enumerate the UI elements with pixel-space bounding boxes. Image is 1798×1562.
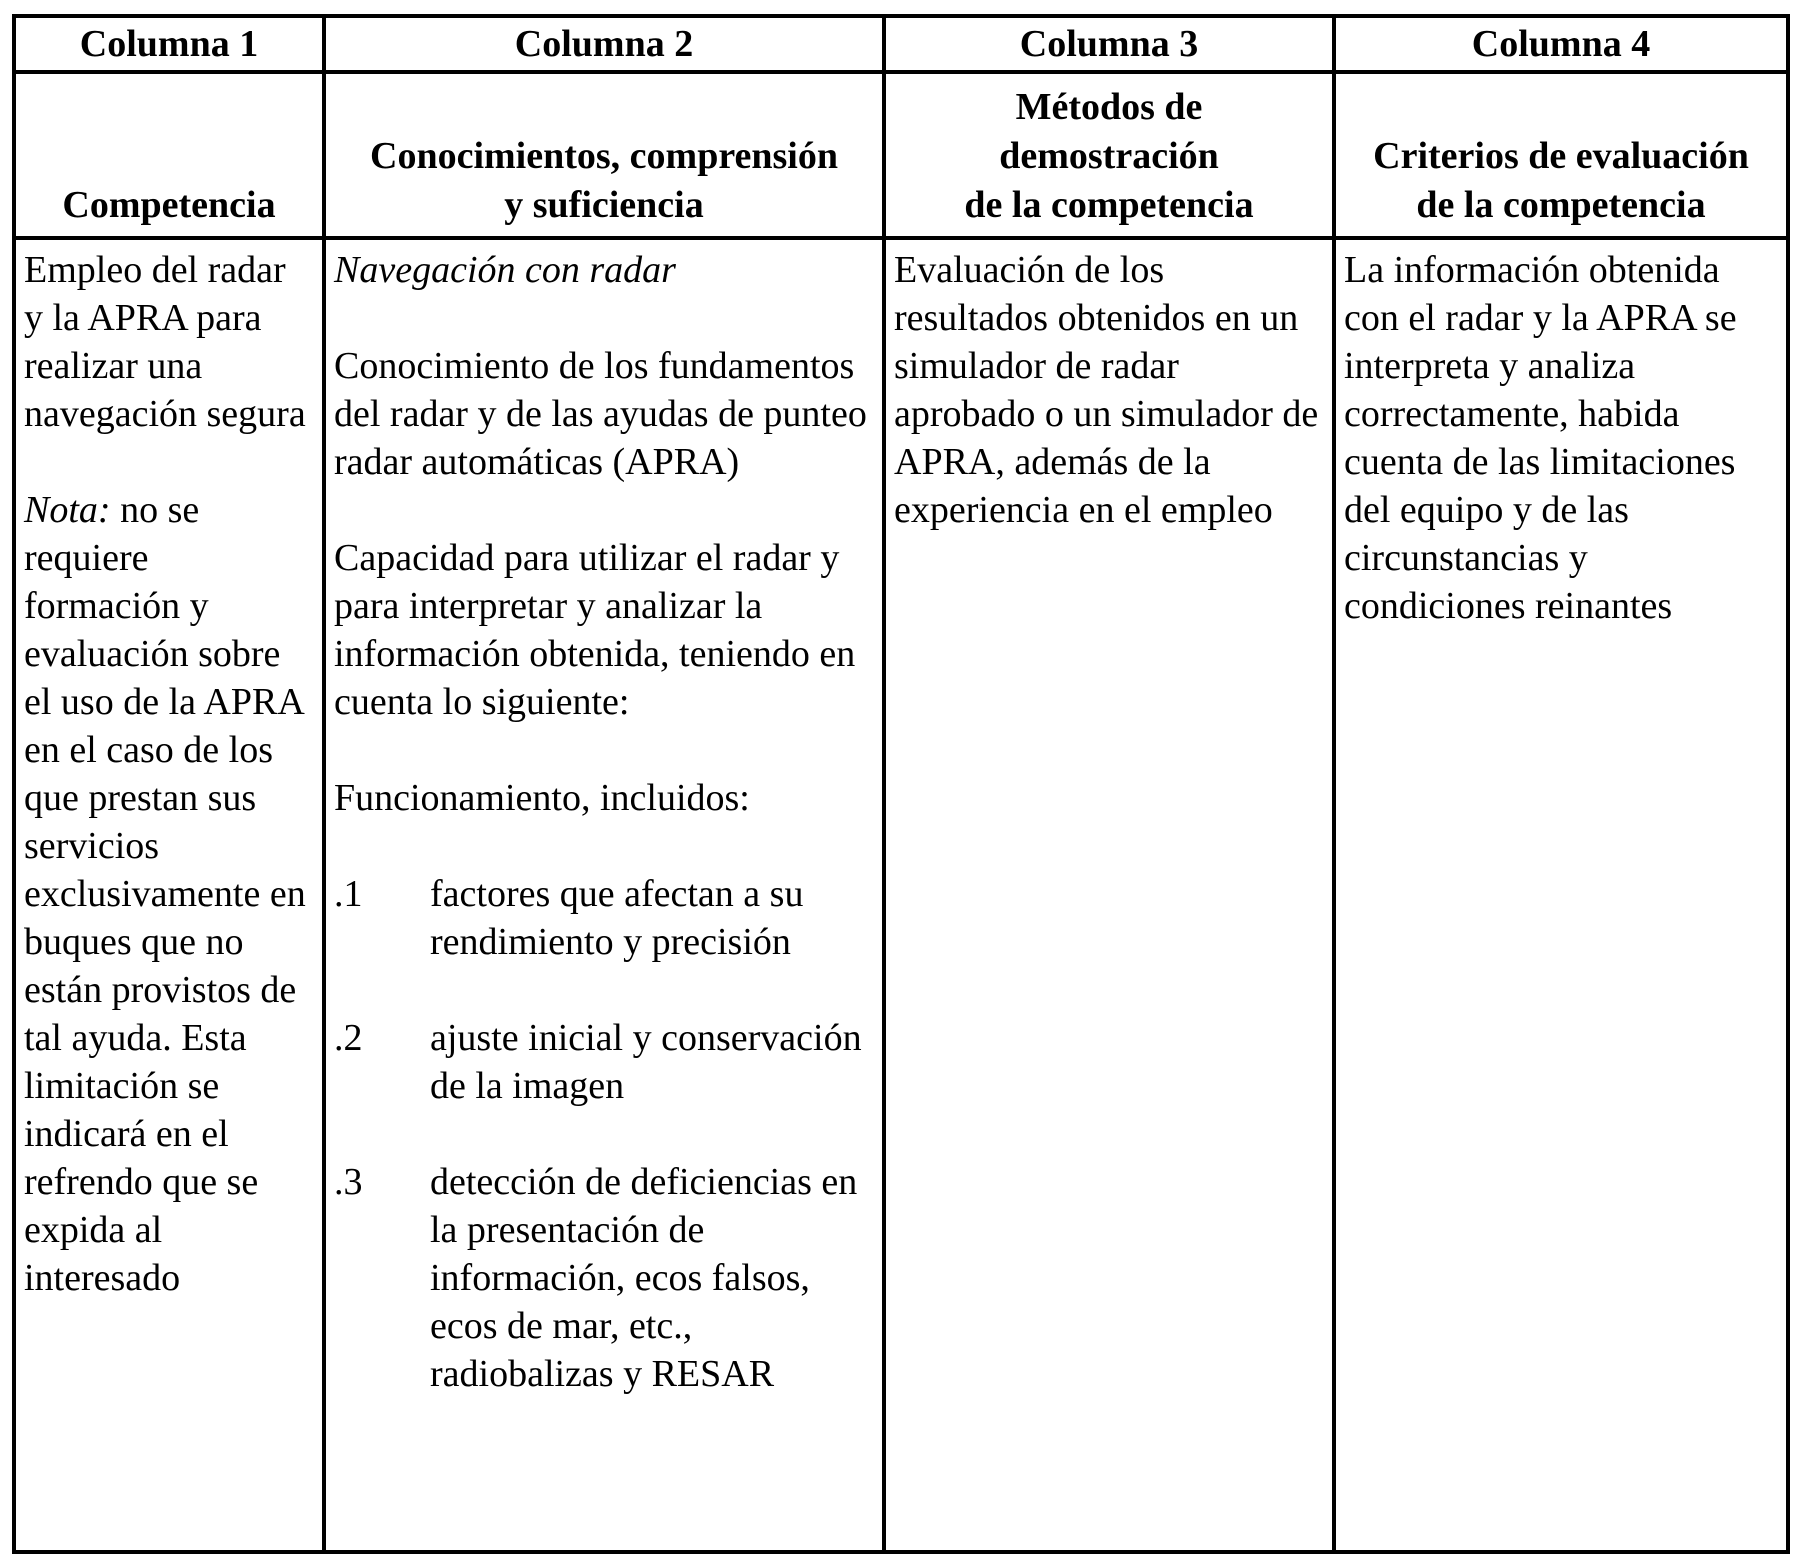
list-item-text: factores que afectan a su rendimiento y precisión bbox=[430, 873, 804, 963]
column-title-2-line-1: Conocimientos, comprensión bbox=[370, 135, 838, 177]
column-number-4: Columna 4 bbox=[1334, 16, 1788, 72]
column-title-1 bbox=[14, 72, 324, 238]
list-item-text: ajuste inicial y conservación de la imagen bbox=[430, 1017, 862, 1107]
note-label: Nota: bbox=[24, 489, 111, 531]
column-title-4 bbox=[1334, 72, 1788, 238]
body-row bbox=[14, 238, 1788, 1552]
column-title-3-line-1: Métodos de bbox=[1015, 86, 1203, 128]
column-title-2 bbox=[324, 72, 884, 238]
column-title-4-line-2: de la competencia bbox=[1416, 184, 1706, 226]
knowledge-paragraph-2: Capacidad para utilizar el radar y para interpretar y analizar la información obtenida, teniendo en cuenta lo siguiente: bbox=[334, 537, 856, 723]
column-number-row bbox=[14, 16, 1788, 72]
note-text: no se requiere formación y evaluación sobre el uso de la APRA en el caso de los que prestan sus servicios exclusivamente en buques que no están provistos de tal ayuda. Esta limitación se indicará en el refrendo que se expida al interesado bbox=[24, 489, 306, 1299]
column-title-3 bbox=[884, 72, 1334, 238]
section-heading: Navegación con radar bbox=[334, 249, 676, 291]
list-item-number: .1 bbox=[334, 873, 363, 915]
competencia-cell bbox=[14, 238, 324, 1552]
column-title-1-line-1: Competencia bbox=[62, 184, 276, 226]
column-title-row bbox=[14, 72, 1788, 238]
column-title-4-line-1: Criterios de evaluación bbox=[1373, 135, 1749, 177]
knowledge-paragraph-3: Funcionamiento, incluidos: bbox=[334, 777, 750, 819]
column-title-2-line-2: y suficiencia bbox=[504, 184, 704, 226]
metodos-cell bbox=[884, 238, 1334, 1552]
column-number-2: Columna 2 bbox=[324, 16, 884, 72]
metodos-text: Evaluación de los resultados obtenidos en un simulador de radar aprobado o un simulador de APRA, además de la experiencia en el empleo bbox=[894, 249, 1319, 531]
column-number-3: Columna 3 bbox=[884, 16, 1334, 72]
conocimientos-cell bbox=[324, 238, 884, 1552]
column-title-3-line-3: de la competencia bbox=[964, 184, 1254, 226]
list-item bbox=[334, 1014, 874, 1110]
list-item bbox=[334, 870, 874, 966]
list-item-number: .2 bbox=[334, 1017, 363, 1059]
competencia-note bbox=[24, 486, 314, 1302]
competence-table bbox=[12, 14, 1790, 1554]
list-item-text: detección de deficiencias en la presentación de información, ecos falsos, ecos de mar, etc., radiobalizas y RESAR bbox=[430, 1161, 858, 1395]
list-item-number: .3 bbox=[334, 1161, 363, 1203]
criterios-cell bbox=[1334, 238, 1788, 1552]
column-number-1: Columna 1 bbox=[14, 16, 324, 72]
list-item bbox=[334, 1158, 874, 1398]
knowledge-paragraph-1: Conocimiento de los fundamentos del radar y de las ayudas de punteo radar automáticas (APRA) bbox=[334, 345, 867, 483]
column-title-3-line-2: demostración bbox=[999, 135, 1219, 177]
competencia-text: Empleo del radar y la APRA para realizar una navegación segura bbox=[24, 249, 306, 435]
criterios-text: La información obtenida con el radar y la APRA se interpreta y analiza correctamente, habida cuenta de las limitaciones del equipo y de las circunstancias y condiciones reinantes bbox=[1344, 249, 1737, 627]
